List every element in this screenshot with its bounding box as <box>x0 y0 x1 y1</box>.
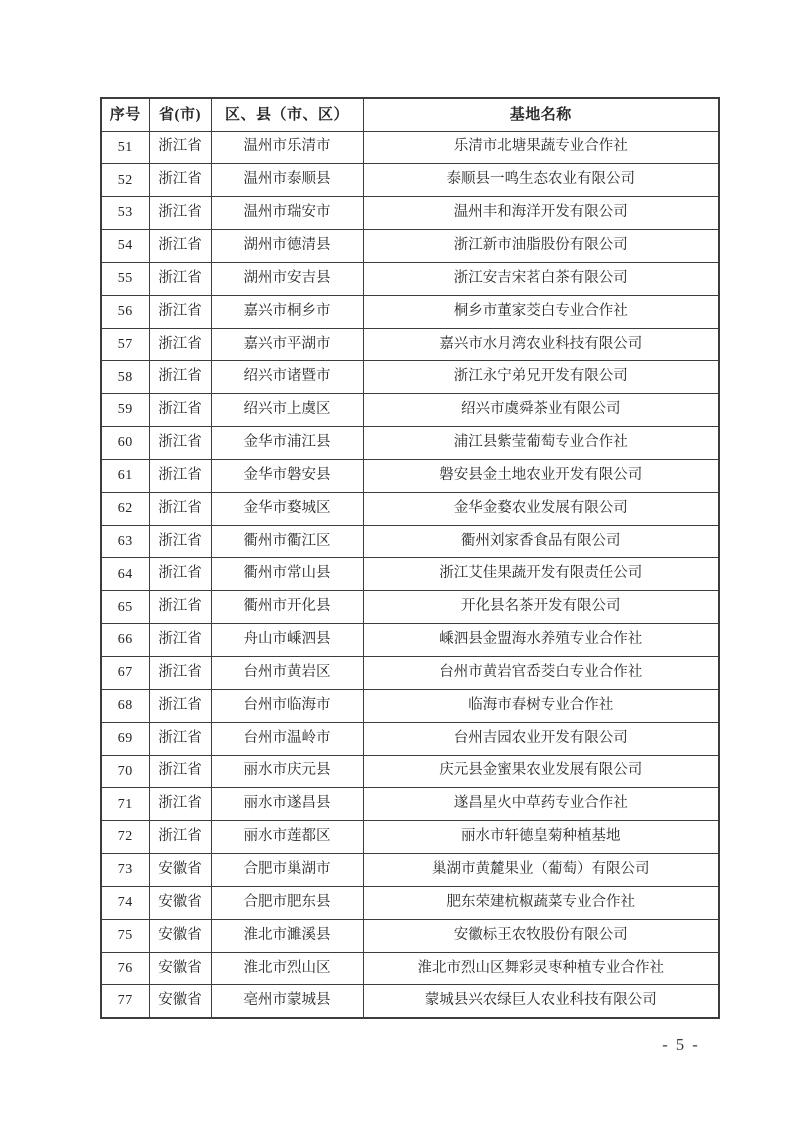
table-cell: 丽水市庆元县 <box>211 755 363 788</box>
table-cell: 浙江省 <box>149 459 211 492</box>
table-cell: 桐乡市董家茭白专业合作社 <box>363 295 719 328</box>
table-row <box>101 427 719 460</box>
table-cell: 浙江省 <box>149 525 211 558</box>
table-cell: 遂昌星火中草药专业合作社 <box>363 788 719 821</box>
table-row <box>101 394 719 427</box>
table-cell: 温州丰和海洋开发有限公司 <box>363 197 719 230</box>
table-cell: 51 <box>101 131 149 164</box>
table-cell: 亳州市蒙城县 <box>211 985 363 1018</box>
table-cell: 安徽省 <box>149 886 211 919</box>
table-cell: 肥东荣建杭椒蔬菜专业合作社 <box>363 886 719 919</box>
table-cell: 台州市黄岩官岙茭白专业合作社 <box>363 657 719 690</box>
base-list-table <box>100 97 720 1019</box>
table-row <box>101 197 719 230</box>
table-cell: 温州市乐清市 <box>211 131 363 164</box>
table-row <box>101 689 719 722</box>
table-row <box>101 788 719 821</box>
table-row <box>101 854 719 887</box>
table-cell: 温州市瑞安市 <box>211 197 363 230</box>
table-cell: 浙江省 <box>149 131 211 164</box>
table-cell: 浙江省 <box>149 722 211 755</box>
table-row <box>101 919 719 952</box>
table-cell: 磐安县金土地农业开发有限公司 <box>363 459 719 492</box>
table-cell: 衢州市常山县 <box>211 558 363 591</box>
table-body <box>101 131 719 1018</box>
table-cell: 57 <box>101 328 149 361</box>
table-cell: 临海市春树专业合作社 <box>363 689 719 722</box>
table-row <box>101 295 719 328</box>
table-cell: 安徽标王农牧股份有限公司 <box>363 919 719 952</box>
table-cell: 58 <box>101 361 149 394</box>
page-number: - 5 - <box>662 1035 700 1054</box>
table-cell: 台州吉园农业开发有限公司 <box>363 722 719 755</box>
table-cell: 安徽省 <box>149 952 211 985</box>
table-cell: 70 <box>101 755 149 788</box>
table-cell: 浙江省 <box>149 624 211 657</box>
table-cell: 52 <box>101 164 149 197</box>
table-header <box>101 98 719 131</box>
table-cell: 浙江安吉宋茗白茶有限公司 <box>363 262 719 295</box>
table-cell: 丽水市莲都区 <box>211 821 363 854</box>
table-cell: 54 <box>101 230 149 263</box>
table-cell: 53 <box>101 197 149 230</box>
table-cell: 浙江省 <box>149 492 211 525</box>
table-cell: 浦江县紫莹葡萄专业合作社 <box>363 427 719 460</box>
table-cell: 绍兴市诸暨市 <box>211 361 363 394</box>
header-row <box>101 98 719 131</box>
table-cell: 合肥市巢湖市 <box>211 854 363 887</box>
table-cell: 湖州市安吉县 <box>211 262 363 295</box>
table-cell: 56 <box>101 295 149 328</box>
table-cell: 67 <box>101 657 149 690</box>
table-cell: 乐清市北塘果蔬专业合作社 <box>363 131 719 164</box>
table-row <box>101 328 719 361</box>
table-cell: 丽水市遂昌县 <box>211 788 363 821</box>
table-cell: 浙江省 <box>149 591 211 624</box>
column-header: 省(市) <box>149 98 211 131</box>
table-row <box>101 164 719 197</box>
table-cell: 75 <box>101 919 149 952</box>
table-cell: 湖州市德清县 <box>211 230 363 263</box>
table-cell: 嘉兴市桐乡市 <box>211 295 363 328</box>
table-row <box>101 952 719 985</box>
table-cell: 舟山市嵊泗县 <box>211 624 363 657</box>
table-row <box>101 361 719 394</box>
table-cell: 安徽省 <box>149 854 211 887</box>
table-cell: 淮北市烈山区舞彩灵枣种植专业合作社 <box>363 952 719 985</box>
table-cell: 绍兴市虞舜茶业有限公司 <box>363 394 719 427</box>
table-cell: 安徽省 <box>149 985 211 1018</box>
table-cell: 巢湖市黄麓果业（葡萄）有限公司 <box>363 854 719 887</box>
table-cell: 丽水市轩德皇菊种植基地 <box>363 821 719 854</box>
table-cell: 金华市浦江县 <box>211 427 363 460</box>
column-header: 基地名称 <box>363 98 719 131</box>
table-row <box>101 985 719 1018</box>
table-cell: 浙江省 <box>149 755 211 788</box>
table-cell: 台州市温岭市 <box>211 722 363 755</box>
table-cell: 73 <box>101 854 149 887</box>
table-cell: 泰顺县一鸣生态农业有限公司 <box>363 164 719 197</box>
table-cell: 温州市泰顺县 <box>211 164 363 197</box>
table-cell: 66 <box>101 624 149 657</box>
table-cell: 安徽省 <box>149 919 211 952</box>
table-cell: 开化县名茶开发有限公司 <box>363 591 719 624</box>
table-row <box>101 459 719 492</box>
table-row <box>101 558 719 591</box>
table-cell: 合肥市肥东县 <box>211 886 363 919</box>
table-cell: 浙江省 <box>149 427 211 460</box>
table-cell: 55 <box>101 262 149 295</box>
table-cell: 74 <box>101 886 149 919</box>
table-cell: 60 <box>101 427 149 460</box>
table-row <box>101 525 719 558</box>
table-cell: 金华市磐安县 <box>211 459 363 492</box>
table-row <box>101 657 719 690</box>
table-cell: 庆元县金蜜果农业发展有限公司 <box>363 755 719 788</box>
table-cell: 浙江省 <box>149 197 211 230</box>
table-cell: 68 <box>101 689 149 722</box>
table-cell: 59 <box>101 394 149 427</box>
table-cell: 绍兴市上虞区 <box>211 394 363 427</box>
table-cell: 62 <box>101 492 149 525</box>
table-cell: 76 <box>101 952 149 985</box>
table-cell: 浙江永宁弟兄开发有限公司 <box>363 361 719 394</box>
table-cell: 淮北市烈山区 <box>211 952 363 985</box>
table-cell: 淮北市濉溪县 <box>211 919 363 952</box>
table-row <box>101 492 719 525</box>
table-cell: 台州市临海市 <box>211 689 363 722</box>
table-cell: 浙江省 <box>149 394 211 427</box>
table-cell: 浙江省 <box>149 295 211 328</box>
table-cell: 71 <box>101 788 149 821</box>
table-cell: 衢州市衢江区 <box>211 525 363 558</box>
table-cell: 浙江省 <box>149 657 211 690</box>
table-cell: 浙江省 <box>149 788 211 821</box>
table-cell: 65 <box>101 591 149 624</box>
table-row <box>101 755 719 788</box>
table-cell: 浙江省 <box>149 558 211 591</box>
table-cell: 69 <box>101 722 149 755</box>
table-cell: 浙江省 <box>149 262 211 295</box>
table-row <box>101 591 719 624</box>
column-header: 区、县（市、区） <box>211 98 363 131</box>
column-header: 序号 <box>101 98 149 131</box>
table-cell: 72 <box>101 821 149 854</box>
table-cell: 63 <box>101 525 149 558</box>
table-cell: 77 <box>101 985 149 1018</box>
table-cell: 嘉兴市平湖市 <box>211 328 363 361</box>
table-cell: 浙江艾佳果蔬开发有限责任公司 <box>363 558 719 591</box>
table-cell: 64 <box>101 558 149 591</box>
table-cell: 蒙城县兴农绿巨人农业科技有限公司 <box>363 985 719 1018</box>
table-row <box>101 262 719 295</box>
table-row <box>101 821 719 854</box>
table-cell: 台州市黄岩区 <box>211 657 363 690</box>
table-row <box>101 131 719 164</box>
table-row <box>101 722 719 755</box>
table-cell: 浙江省 <box>149 821 211 854</box>
table-row <box>101 624 719 657</box>
table-cell: 浙江新市油脂股份有限公司 <box>363 230 719 263</box>
table-cell: 浙江省 <box>149 230 211 263</box>
table-cell: 浙江省 <box>149 164 211 197</box>
table-row <box>101 886 719 919</box>
table-cell: 浙江省 <box>149 689 211 722</box>
table-cell: 金华市婺城区 <box>211 492 363 525</box>
table-cell: 浙江省 <box>149 328 211 361</box>
table-row <box>101 230 719 263</box>
table-cell: 金华金婺农业发展有限公司 <box>363 492 719 525</box>
table-cell: 衢州刘家香食品有限公司 <box>363 525 719 558</box>
table-cell: 衢州市开化县 <box>211 591 363 624</box>
table-cell: 61 <box>101 459 149 492</box>
table-cell: 浙江省 <box>149 361 211 394</box>
table-cell: 嵊泗县金盟海水养殖专业合作社 <box>363 624 719 657</box>
table-cell: 嘉兴市水月湾农业科技有限公司 <box>363 328 719 361</box>
